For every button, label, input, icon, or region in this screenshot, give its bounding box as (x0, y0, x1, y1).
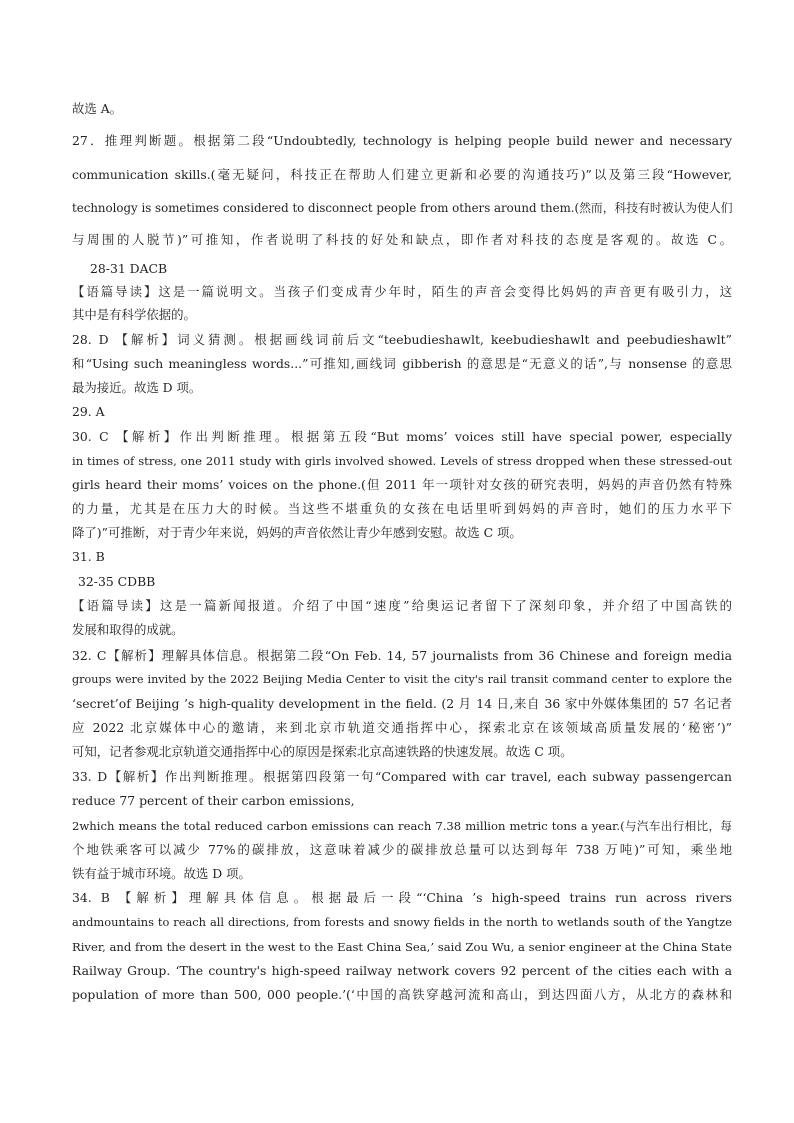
text-line: 发展和取得的成就。 (72, 622, 184, 637)
text-line: 2which means the total reduced carbon emissions can reach 7.38 million metric tons a year.(与汽车出行相比，每 (72, 819, 732, 833)
text-line: 与周围的人脱节)”可推知，作者说明了科技的好处和缺点，即作者对科技的态度是客观的。故选 C。 (72, 232, 732, 247)
text-line: andmountains to reach all directions, from forests and snowy fields in the north to wetlands south of the Yangtze (72, 915, 732, 929)
text-line: 27．推理判断题。根据第二段“Undoubtedly, technology is helping people build newer and necessary (72, 133, 732, 148)
text-line: 33. D【解析】作出判断推理。根据第四段第一句“Compared with car travel, each subway passengercan (72, 769, 732, 784)
text-line: 【语篇导读】这是一篇新闻报道。介绍了中国“速度”给奥运记者留下了深刻印象，并介绍了中国高铁的 (72, 598, 732, 613)
text-line: in times of stress, one 2011 study with girls involved showed. Levels of stress dropped when these stressed-out (72, 454, 732, 468)
text-line: 故选 A。 (72, 101, 123, 116)
text-line: 的力量，尤其是在压力大的时候。当这些不堪重负的女孩在电话里听到妈妈的声音时，她们的压力水平下 (72, 501, 732, 516)
text-line: 【语篇导读】这是一篇说明文。当孩子们变成青少年时，陌生的声音会变得比妈妈的声音更有吸引力，这 (72, 284, 732, 299)
text-line: 铁有益于城市环境。故选 D 项。 (72, 866, 251, 881)
text-line: 最为接近。故选 D 项。 (72, 380, 202, 395)
text-line: 个地铁乘客可以减少 77%的碳排放，这意味着减少的碳排放总量可以达到每年 738 万吨)”可知，乘坐地 (72, 842, 732, 857)
text-line: 30. C 【解析】作出判断推理。根据第五段“But moms’ voices still have special power, especially (72, 429, 732, 444)
text-line: girls heard their moms’ voices on the phone.(但 2011 年一项针对女孩的研究表明，妈妈的声音仍然有特殊 (72, 477, 732, 492)
text-line: 其中是有科学依据的。 (72, 307, 196, 322)
text-line: communication skills.(毫无疑问，科技正在帮助人们建立更新和必要的沟通技巧)”以及第三段“However, (72, 167, 732, 182)
text-line: 29. A (72, 404, 105, 419)
text-line: 31. B (72, 549, 105, 564)
text-line: 应 2022 北京媒体中心的邀请，来到北京市轨道交通指挥中心，探索北京在该领域高质量发展的‘秘密’)” (72, 720, 732, 735)
text-line: River, and from the desert in the west to the East China Sea,’ said Zou Wu, a senior engineer at the China State (72, 940, 732, 954)
text-line: population of more than 500, 000 people.’(‘中国的高铁穿越河流和高山，到达四面八方，从北方的森林和 (72, 987, 732, 1002)
text-line: groups were invited by the 2022 Beijing Media Center to visit the city's rail transit command center to explore the (72, 673, 732, 686)
text-line: reduce 77 percent of their carbon emissions, (72, 793, 355, 808)
text-line: ‘secret’of Beijing ’s high-quality development in the field. (2 月 14 日,来自 36 家中外媒体集团的 57 名记者 (72, 696, 732, 711)
text-line: technology is sometimes considered to disconnect people from others around them.(然而，科技有时被认为使人们 (72, 201, 732, 215)
text-line: 和“Using such meaningless words...”可推知,画线词 gibberish 的意思是“无意义的话”,与 nonsense 的意思 (72, 356, 732, 371)
text-line: 32-35 CDBB (78, 574, 156, 589)
text-line: 32. C【解析】理解具体信息。根据第二段“On Feb. 14, 57 journalists from 36 Chinese and foreign media (72, 648, 732, 663)
text-line: 34. B 【解析】理解具体信息。根据最后一段“‘China ’s high-speed trains run across rivers (72, 890, 732, 905)
text-line: 降了)”可推断，对于青少年来说，妈妈的声音依然让青少年感到安慰。故选 C 项。 (72, 525, 522, 540)
text-line: 28. D 【解析】词义猜测。根据画线词前后文“teebudieshawlt, keebudieshawlt and peebudieshawlt” (72, 332, 732, 347)
text-line: 可知，记者参观北京轨道交通指挥中心的原因是探索北京高速铁路的快速发展。故选 C 项。 (72, 744, 573, 759)
text-line: 28-31 DACB (90, 261, 168, 276)
text-line: Railway Group. ‘The country's high-speed railway network covers 92 percent of the cities each with a (72, 963, 732, 978)
